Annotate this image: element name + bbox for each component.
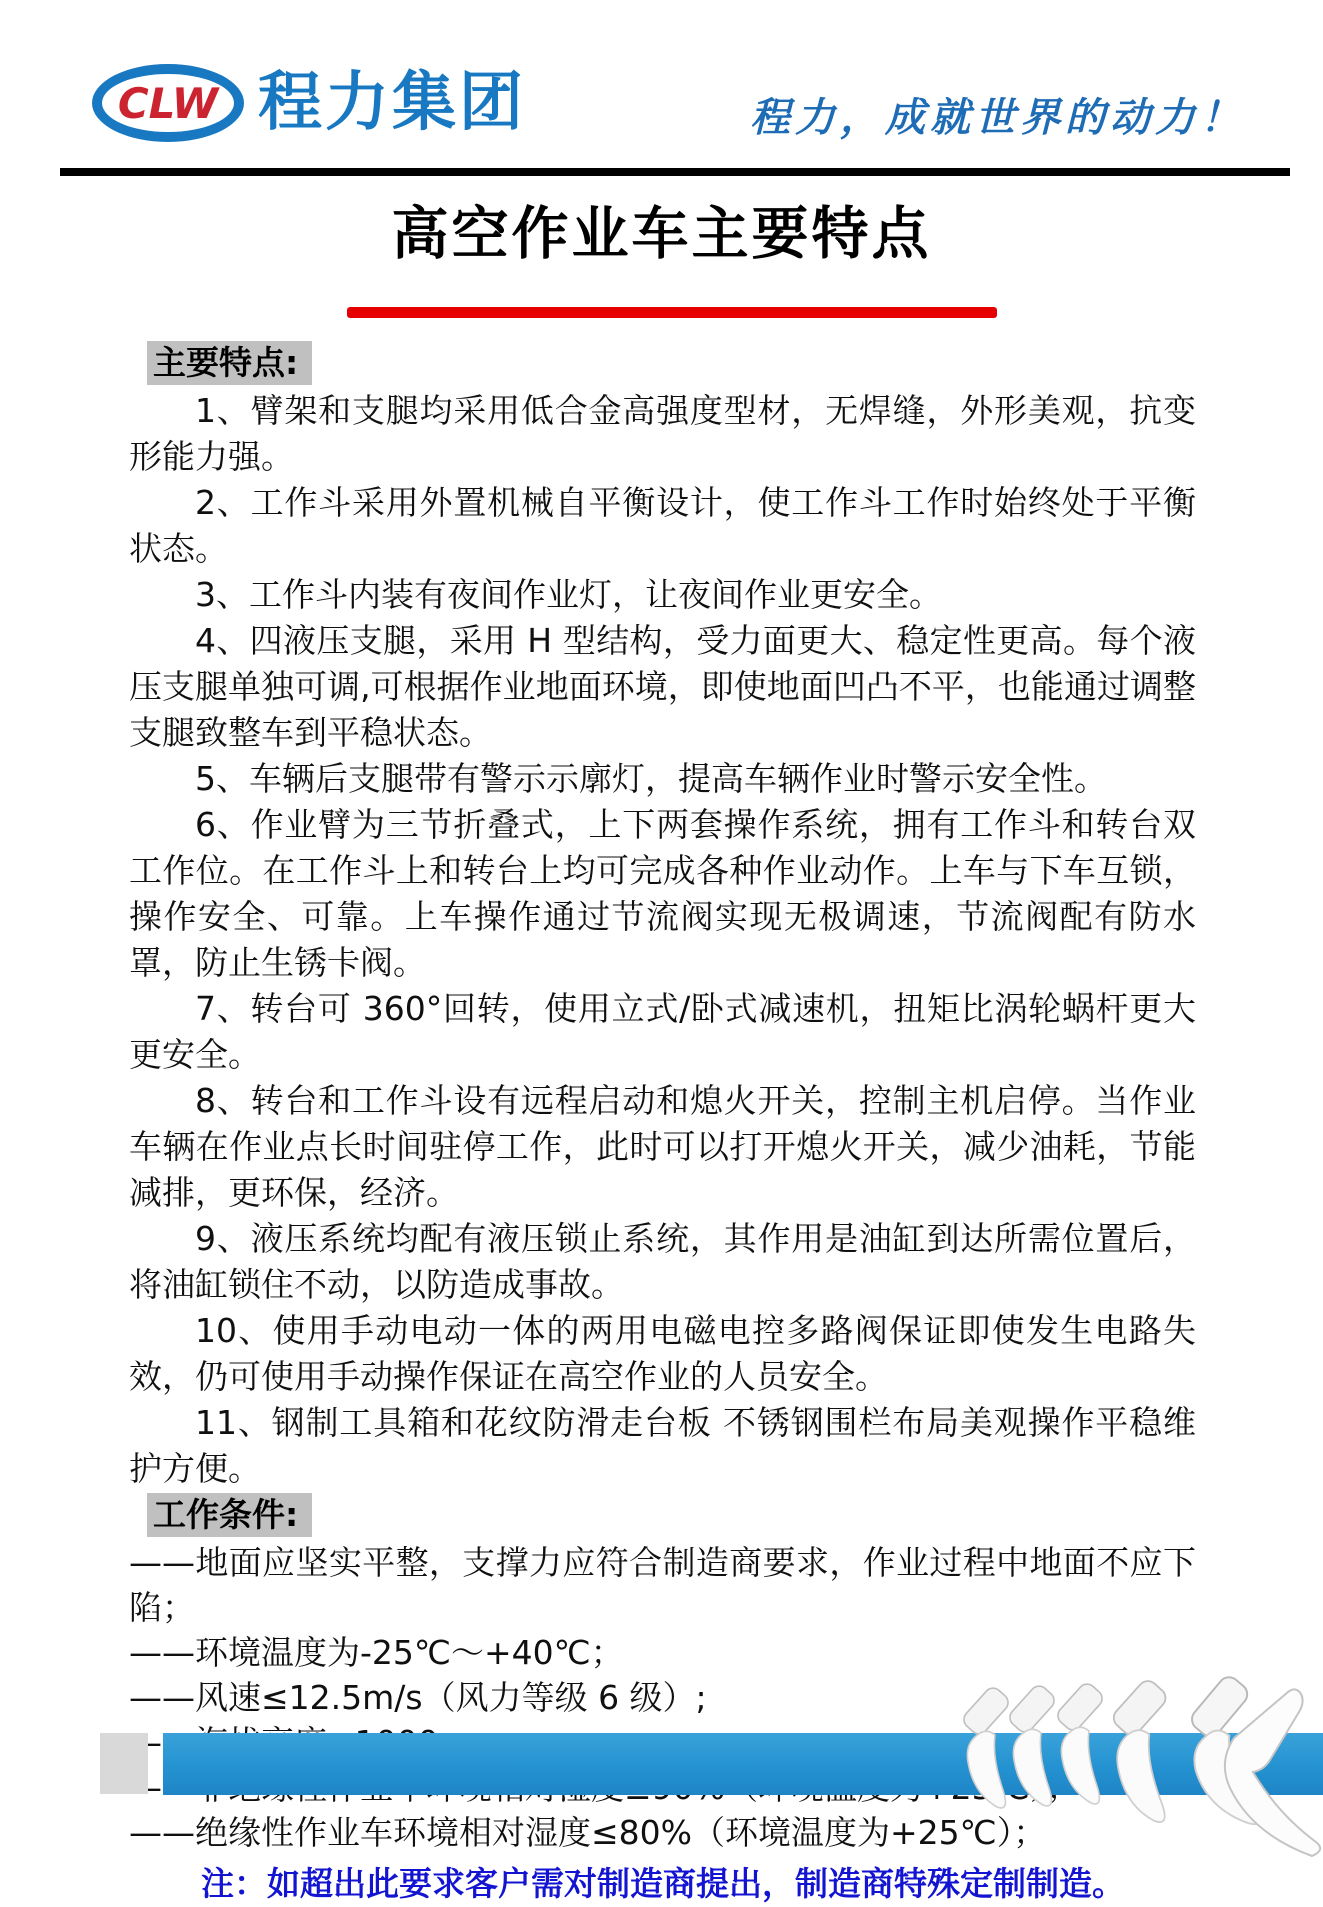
feature-item: 1、臂架和支腿均采用低合金高强度型材，无焊缝，外形美观，抗变形能力强。 bbox=[129, 391, 1196, 476]
conditions-section-label: 工作条件: bbox=[147, 1493, 312, 1537]
title-underline bbox=[347, 307, 997, 318]
features-list bbox=[129, 388, 1196, 1492]
clw-logo-text: CLW bbox=[117, 78, 219, 128]
feature-item: 7、转台可 360°回转，使用立式/卧式减速机，扭矩比涡轮蜗杆更大更安全。 bbox=[129, 989, 1196, 1074]
condition-item: ——绝缘性作业车环境相对湿度≤80%（环境温度为+25℃）； bbox=[129, 1813, 1047, 1852]
condition-item: ——环境温度为-25℃～+40℃； bbox=[129, 1633, 624, 1672]
feature-item: 10、使用手动电动一体的两用电磁电控多路阀保证即使发生电路失效，仍可使用手动操作保证在高空作业的人员安全。 bbox=[129, 1311, 1196, 1396]
feature-item: 9、液压系统均配有液压锁止系统，其作用是油缸到达所需位置后，将油缸锁住不动，以防造成事故。 bbox=[129, 1219, 1196, 1304]
footer-gray-block bbox=[100, 1733, 148, 1794]
feature-item: 8、转台和工作斗设有远程启动和熄火开关，控制主机启停。当作业车辆在作业点长时间驻停工作，此时可以打开熄火开关，减少油耗，节能减排，更环保，经济。 bbox=[129, 1081, 1196, 1212]
header-divider bbox=[60, 168, 1290, 176]
feature-item: 11、钢制工具箱和花纹防滑走台板 不锈钢围栏布局美观操作平稳维护方便。 bbox=[129, 1403, 1196, 1488]
footer-swoosh-graphic bbox=[952, 1684, 1323, 1871]
brand-name: 程力集团 bbox=[258, 66, 526, 140]
feature-item: 3、工作斗内装有夜间作业灯，让夜间作业更安全。 bbox=[195, 575, 942, 614]
feature-item: 6、作业臂为三节折叠式，上下两套操作系统，拥有工作斗和转台双工作位。在工作斗上和转台上均可完成各种作业动作。上车与下车互锁，操作安全、可靠。上车操作通过节流阀实现无极调速，节流阀配有防水罩，防止生锈卡阀。 bbox=[129, 805, 1196, 982]
feature-item: 5、车辆后支腿带有警示示廓灯，提高车辆作业时警示安全性。 bbox=[195, 759, 1107, 798]
features-section-label: 主要特点: bbox=[147, 341, 312, 385]
condition-item: ——地面应坚实平整，支撑力应符合制造商要求，作业过程中地面不应下陷； bbox=[129, 1543, 1196, 1627]
manufacturer-note: 注：如超出此要求客户需对制造商提出，制造商特殊定制制造。 bbox=[201, 1864, 1125, 1903]
company-logo bbox=[92, 64, 526, 142]
feature-item: 4、四液压支腿，采用 H 型结构，受力面更大、稳定性更高。每个液压支腿单独可调,可根据作业地面环境，即使地面凹凸不平，也能通过调整支腿致整车到平稳状态。 bbox=[129, 621, 1196, 752]
company-slogan: 程力，成就世界的动力！ bbox=[750, 95, 1245, 141]
condition-item: ——风速≤12.5m/s（风力等级 6 级）; bbox=[129, 1678, 707, 1717]
clw-logo-icon bbox=[92, 64, 244, 142]
document-body bbox=[129, 340, 1196, 1907]
page-title: 高空作业车主要特点 bbox=[391, 201, 932, 267]
feature-item: 2、工作斗采用外置机械自平衡设计，使工作斗工作时始终处于平衡状态。 bbox=[129, 483, 1196, 568]
